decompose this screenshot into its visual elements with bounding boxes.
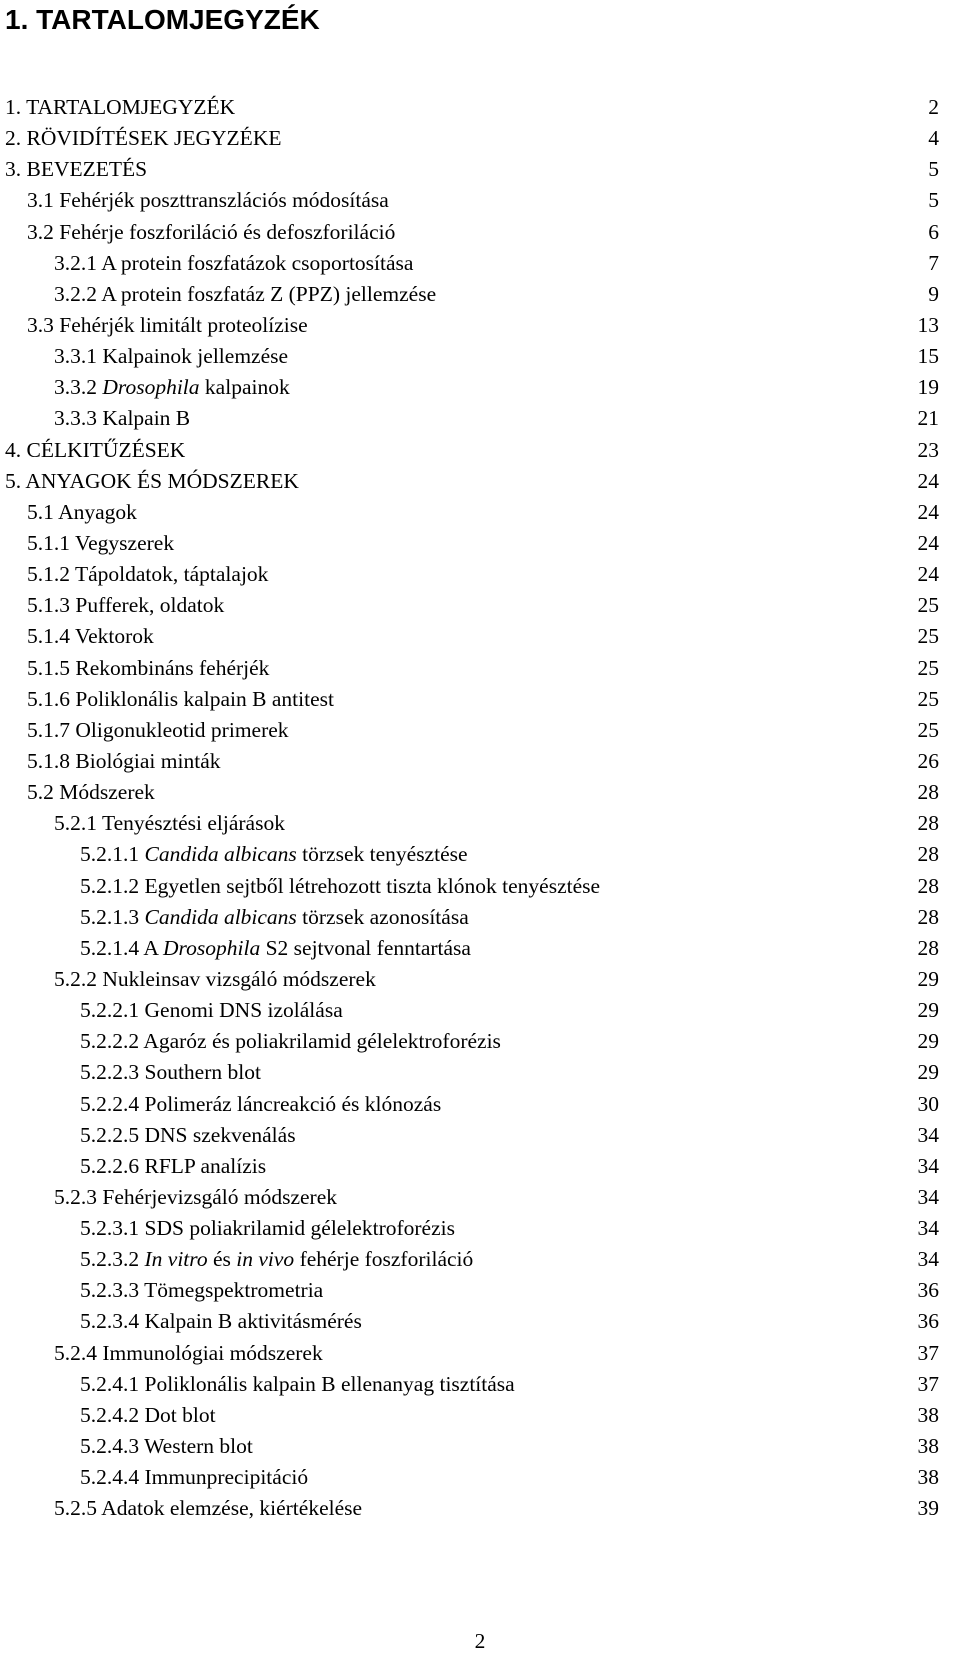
toc-entry-title xyxy=(80,1400,216,1431)
toc-title-text: 5.2.3 Fehérjevizsgáló módszerek xyxy=(54,1184,337,1209)
toc-entry-page: 37 xyxy=(917,1371,939,1396)
toc-title-text: 5.2.5 Adatok elemzése, kiértékelése xyxy=(54,1496,363,1521)
toc-entry-page: 24 xyxy=(917,499,939,524)
toc-entry-title xyxy=(27,715,289,746)
toc-entry-page: 38 xyxy=(917,1434,939,1459)
toc-entry xyxy=(0,808,960,839)
toc-entry-title xyxy=(27,185,389,216)
toc-entry-page: 25 xyxy=(917,686,939,711)
toc-title-text: 5.2.4.3 Western blot xyxy=(80,1434,253,1459)
toc-title-text: 5.2.2.2 Agaróz és poliakrilamid gélelektroforézis xyxy=(80,1029,501,1054)
toc-entry-title xyxy=(27,777,155,808)
toc-entry-page: 28 xyxy=(917,811,939,836)
toc-entry-title xyxy=(80,1431,253,1462)
toc-entry-title xyxy=(54,964,376,995)
toc-title-text: 5.1 Anyagok xyxy=(27,499,137,524)
toc-entry-title xyxy=(80,995,343,1026)
toc-entry-page: 28 xyxy=(917,780,939,805)
toc-entry-page: 26 xyxy=(917,748,939,773)
toc-title-text: 5.1.2 Tápoldatok, táptalajok xyxy=(27,562,269,587)
toc-entry-title xyxy=(54,1182,337,1213)
toc-entry xyxy=(0,777,960,808)
toc-entry xyxy=(0,1089,960,1120)
toc-entry-page: 24 xyxy=(917,530,939,555)
toc-title-text: 5.2.4.4 Immunprecipitáció xyxy=(80,1465,309,1490)
toc-entry-page: 37 xyxy=(917,1340,939,1365)
toc-entry-title xyxy=(80,1026,501,1057)
page-heading: 1. TARTALOMJEGYZÉK xyxy=(5,4,320,35)
toc-entry xyxy=(0,435,960,466)
toc-entry xyxy=(0,341,960,372)
toc-entry-title xyxy=(80,1120,296,1151)
toc-entry xyxy=(0,839,960,870)
toc-entry-title xyxy=(80,1306,362,1337)
toc-title-italic: Candida albicans xyxy=(144,904,297,929)
toc-entry xyxy=(0,995,960,1026)
toc-entry-page: 25 xyxy=(917,655,939,680)
toc-entry-title xyxy=(5,123,281,154)
toc-entry-title xyxy=(27,746,221,777)
toc-entry xyxy=(0,92,960,123)
toc-entry-page: 25 xyxy=(917,717,939,742)
toc-entry-page: 29 xyxy=(917,998,939,1023)
toc-entry-title xyxy=(80,1151,266,1182)
toc-entry xyxy=(0,528,960,559)
toc-entry-title xyxy=(54,1493,362,1524)
toc-entry-page: 28 xyxy=(917,904,939,929)
toc-title-text: törzsek azonosítása xyxy=(296,904,469,929)
toc-title-italic: Drosophila xyxy=(102,375,200,400)
toc-entry-title xyxy=(80,1462,308,1493)
toc-entry-title xyxy=(80,1369,515,1400)
toc-title-text: 3.3.2 xyxy=(54,375,103,400)
toc-entry xyxy=(0,1213,960,1244)
toc-entry-title xyxy=(27,684,334,715)
toc-title-text: 3.3 Fehérjék limitált proteolízise xyxy=(27,312,308,337)
toc-entry xyxy=(0,746,960,777)
toc-title-text: 3.2.2 A protein foszfatáz Z (PPZ) jellemzése xyxy=(54,281,437,306)
toc-title-text: 5.2.1.4 A xyxy=(80,935,164,960)
toc-title-text: fehérje foszforiláció xyxy=(294,1247,474,1272)
toc-title-text: 5.2.2.4 Polimeráz láncreakció és klónozás xyxy=(80,1091,442,1116)
toc-entry-title xyxy=(27,653,269,684)
toc-entry xyxy=(0,154,960,185)
toc-entry-title xyxy=(27,310,308,341)
toc-entry xyxy=(0,466,960,497)
toc-entry xyxy=(0,279,960,310)
toc-entry-title xyxy=(27,528,174,559)
toc-title-italic: In vitro xyxy=(144,1247,208,1272)
toc-title-text: 5.1.3 Pufferek, oldatok xyxy=(27,593,225,618)
toc-entry-page: 25 xyxy=(917,624,939,649)
toc-entry-title xyxy=(5,466,299,497)
toc-entry-title xyxy=(80,839,468,870)
toc-entry-page: 36 xyxy=(917,1309,939,1334)
toc-entry-title xyxy=(27,590,224,621)
toc-title-text: 5.2.4.1 Poliklonális kalpain B ellenanyag tisztítása xyxy=(80,1371,515,1396)
toc-title-text: 5. ANYAGOK ÉS MÓDSZEREK xyxy=(5,468,299,493)
toc-title-text: 5.2.1.3 xyxy=(80,904,145,929)
toc-title-text: 3.1 Fehérjék poszttranszlációs módosítása xyxy=(27,188,389,213)
toc-entry xyxy=(0,559,960,590)
toc-title-text: 2. RÖVIDÍTÉSEK JEGYZÉKE xyxy=(5,126,282,151)
toc-title-text: 5.2.2.1 Genomi DNS izolálása xyxy=(80,998,343,1023)
toc-entry xyxy=(0,1493,960,1524)
toc-entry xyxy=(0,1120,960,1151)
toc-entry-title xyxy=(54,1338,323,1369)
toc-title-text: 5.2.2 Nukleinsav vizsgáló módszerek xyxy=(54,966,376,991)
toc-title-italic: Candida albicans xyxy=(144,842,297,867)
toc-entry xyxy=(0,1306,960,1337)
toc-entry-title xyxy=(80,1275,323,1306)
toc-entry xyxy=(0,653,960,684)
toc-entry-page: 6 xyxy=(928,219,939,244)
toc-entry-title xyxy=(54,341,288,372)
toc-title-text: 5.2.4 Immunológiai módszerek xyxy=(54,1340,323,1365)
toc-entry-title xyxy=(54,372,290,403)
toc-entry-title xyxy=(54,279,436,310)
toc-title-text: 3.2.1 A protein foszfatázok csoportosítása xyxy=(54,250,414,275)
toc-title-text: 5.2.3.2 xyxy=(80,1247,145,1272)
toc-entry-title xyxy=(80,871,600,902)
toc-entry-title xyxy=(80,1057,261,1088)
toc-entry xyxy=(0,1338,960,1369)
toc-entry xyxy=(0,497,960,528)
toc-entry-page: 19 xyxy=(917,375,939,400)
toc-entry-page: 28 xyxy=(917,842,939,867)
toc-title-text: 5.2.3.4 Kalpain B aktivitásmérés xyxy=(80,1309,362,1334)
toc-entry-page: 30 xyxy=(917,1091,939,1116)
toc-entry-title xyxy=(27,217,395,248)
toc-entry-page: 13 xyxy=(917,312,939,337)
toc-title-text: 3.2 Fehérje foszforiláció és defoszforiláció xyxy=(27,219,396,244)
toc-title-text: 5.2 Módszerek xyxy=(27,780,155,805)
toc-entry xyxy=(0,123,960,154)
toc-title-text: törzsek tenyésztése xyxy=(296,842,468,867)
toc-entry-page: 24 xyxy=(917,468,939,493)
toc-entry-page: 34 xyxy=(917,1122,939,1147)
toc-title-text: 4. CÉLKITŰZÉSEK xyxy=(5,437,186,462)
toc-title-text: 5.1.1 Vegyszerek xyxy=(27,530,175,555)
toc-entry xyxy=(0,403,960,434)
toc-title-text: és xyxy=(207,1247,237,1272)
toc-entry-title xyxy=(27,559,268,590)
toc-entry-title xyxy=(5,154,147,185)
table-of-contents xyxy=(0,92,960,1524)
toc-entry xyxy=(0,310,960,341)
toc-title-text: 5.2.4.2 Dot blot xyxy=(80,1402,216,1427)
toc-entry-title xyxy=(27,621,154,652)
toc-title-text: 3.3.3 Kalpain B xyxy=(54,406,191,431)
toc-entry-title xyxy=(54,808,285,839)
toc-title-text: S2 sejtvonal fenntartása xyxy=(260,935,471,960)
toc-title-italic: Drosophila xyxy=(163,935,261,960)
toc-title-text: 5.2.1.2 Egyetlen sejtből létrehozott tiszta klónok tenyésztése xyxy=(80,873,601,898)
toc-entry xyxy=(0,1275,960,1306)
toc-entry-page: 5 xyxy=(928,157,939,182)
toc-entry xyxy=(0,621,960,652)
toc-entry-title xyxy=(5,435,185,466)
toc-entry xyxy=(0,964,960,995)
toc-entry-page: 4 xyxy=(928,126,939,151)
toc-title-text: kalpainok xyxy=(199,375,290,400)
toc-entry-title xyxy=(80,902,469,933)
toc-entry xyxy=(0,933,960,964)
toc-entry-page: 2 xyxy=(928,95,939,119)
toc-entry xyxy=(0,372,960,403)
toc-title-text: 5.1.7 Oligonukleotid primerek xyxy=(27,717,289,742)
toc-entry xyxy=(0,185,960,216)
toc-entry-page: 25 xyxy=(917,593,939,618)
toc-entry-page: 7 xyxy=(928,250,939,275)
toc-entry xyxy=(0,248,960,279)
toc-entry-page: 5 xyxy=(928,188,939,213)
toc-entry-page: 38 xyxy=(917,1402,939,1427)
toc-entry-title xyxy=(54,403,190,434)
toc-entry-page: 29 xyxy=(917,966,939,991)
toc-title-text: 1. TARTALOMJEGYZÉK xyxy=(5,95,236,119)
toc-title-italic: in vivo xyxy=(236,1247,295,1272)
toc-title-text: 5.1.8 Biológiai minták xyxy=(27,748,221,773)
toc-entry-page: 28 xyxy=(917,873,939,898)
toc-entry-page: 36 xyxy=(917,1278,939,1303)
toc-entry xyxy=(0,1400,960,1431)
toc-title-text: 5.2.3.3 Tömegspektrometria xyxy=(80,1278,324,1303)
toc-entry xyxy=(0,1026,960,1057)
toc-entry-page: 28 xyxy=(917,935,939,960)
toc-title-text: 5.1.4 Vektorok xyxy=(27,624,154,649)
toc-entry xyxy=(0,902,960,933)
page-number: 2 xyxy=(474,1629,486,1653)
toc-entry-page: 21 xyxy=(917,406,939,431)
toc-entry-page: 34 xyxy=(917,1153,939,1178)
toc-entry-page: 29 xyxy=(917,1060,939,1085)
toc-entry xyxy=(0,871,960,902)
toc-entry-title xyxy=(27,497,137,528)
toc-entry xyxy=(0,684,960,715)
toc-entry-page: 34 xyxy=(917,1247,939,1272)
toc-entry-title xyxy=(80,1089,441,1120)
toc-entry xyxy=(0,1369,960,1400)
toc-entry xyxy=(0,1431,960,1462)
toc-entry-page: 34 xyxy=(917,1216,939,1241)
toc-entry-title xyxy=(80,933,471,964)
toc-title-text: 5.2.2.3 Southern blot xyxy=(80,1060,261,1085)
toc-entry-page: 9 xyxy=(928,281,939,306)
toc-title-text: 3.3.1 Kalpainok jellemzése xyxy=(54,344,289,369)
toc-entry-page: 29 xyxy=(917,1029,939,1054)
toc-entry-title xyxy=(80,1213,455,1244)
toc-title-text: 5.2.1 Tenyésztési eljárások xyxy=(54,811,285,836)
toc-title-text: 5.1.6 Poliklonális kalpain B antitest xyxy=(27,686,334,711)
toc-entry-title xyxy=(80,1244,473,1275)
toc-title-text: 5.1.5 Rekombináns fehérjék xyxy=(27,655,270,680)
toc-entry-page: 24 xyxy=(917,562,939,587)
toc-entry xyxy=(0,1057,960,1088)
toc-entry xyxy=(0,1244,960,1275)
toc-entry-title xyxy=(5,92,235,123)
toc-entry-page: 38 xyxy=(917,1465,939,1490)
toc-entry xyxy=(0,217,960,248)
toc-entry xyxy=(0,715,960,746)
toc-entry-title xyxy=(54,248,413,279)
toc-entry xyxy=(0,1462,960,1493)
toc-entry xyxy=(0,1182,960,1213)
toc-title-text: 5.2.3.1 SDS poliakrilamid gélelektroforézis xyxy=(80,1216,455,1241)
toc-entry-page: 15 xyxy=(917,344,939,369)
toc-entry-page: 39 xyxy=(917,1496,939,1521)
toc-title-text: 5.2.2.5 DNS szekvenálás xyxy=(80,1122,296,1147)
toc-entry xyxy=(0,1151,960,1182)
toc-title-text: 5.2.1.1 xyxy=(80,842,145,867)
toc-title-text: 5.2.2.6 RFLP analízis xyxy=(80,1153,267,1178)
toc-entry-page: 34 xyxy=(917,1184,939,1209)
toc-title-text: 3. BEVEZETÉS xyxy=(5,157,148,182)
toc-entry-page: 23 xyxy=(917,437,939,462)
toc-entry xyxy=(0,590,960,621)
